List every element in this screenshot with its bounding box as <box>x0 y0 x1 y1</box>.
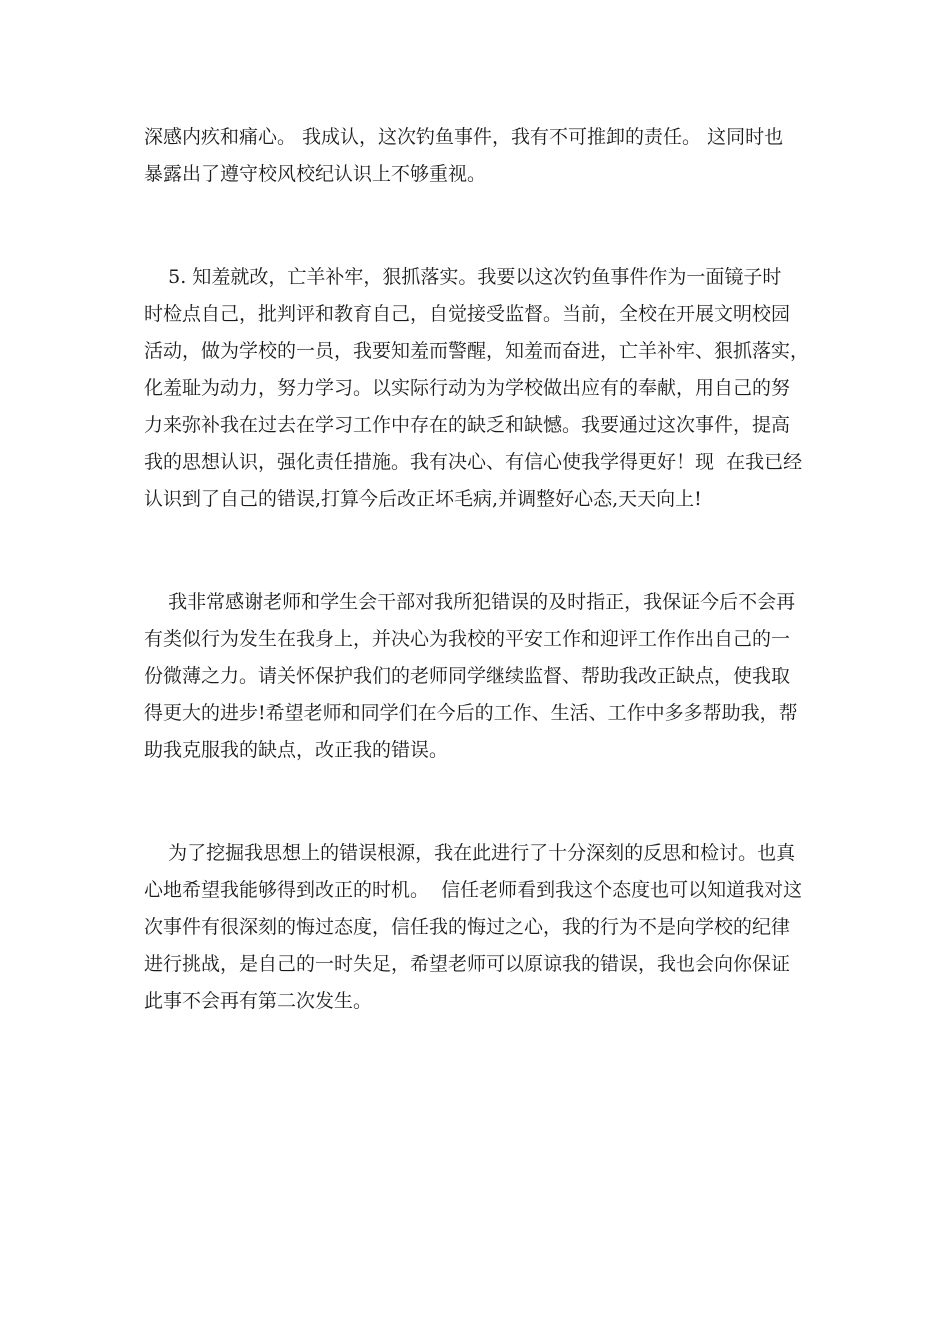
text-line: 深感内疚和痛心。 我成认，这次钓鱼事件，我有不可推卸的责任。 这同时也 <box>144 126 784 148</box>
text-line: 份微薄之力。请关怀保护我们的老师同学继续监督、帮助我改正缺点，使我取 <box>144 665 791 687</box>
text-line: 心地希望我能够得到改正的时机。 信任老师看到我这个态度也可以知道我对这 <box>144 879 803 901</box>
text-line: 认识到了自己的错误,打算今后改正坏毛病,并调整好心态,天天向上! <box>144 488 702 510</box>
text-line: 暴露出了遵守校风校纪认识上不够重视。 <box>144 163 487 185</box>
text-line: 时检点自己，批判评和教育自己，自觉接受监督。当前，全校在开展文明校园 <box>144 303 791 325</box>
text-line: 力来弥补我在过去在学习工作中存在的缺乏和缺憾。我要通过这次事件，提高 <box>144 414 791 436</box>
text-line: 5. 知羞就改，亡羊补牢，狠抓落实。我要以这次钓鱼事件作为一面镜子时 <box>144 266 782 288</box>
text-line: 为了挖掘我思想上的错误根源，我在此进行了十分深刻的反思和检讨。也真 <box>144 842 796 864</box>
text-line: 我非常感谢老师和学生会干部对我所犯错误的及时指正，我保证今后不会再 <box>144 591 796 613</box>
text-line: 次事件有很深刻的悔过态度，信任我的悔过之心，我的行为不是向学校的纪律 <box>144 916 791 938</box>
text-line: 得更大的进步!希望老师和同学们在今后的工作、生活、工作中多多帮助我，帮 <box>144 702 798 724</box>
text-line: 此事不会再有第二次发生。 <box>144 990 373 1012</box>
text-line: 活动，做为学校的一员，我要知羞而警醒，知羞而奋进，亡羊补牢、狠抓落实， <box>144 340 810 362</box>
paragraph-4 <box>144 835 812 1020</box>
text-line: 有类似行为发生在我身上，并决心为我校的平安工作和迎评工作作出自己的一 <box>144 628 791 650</box>
paragraph-1 <box>144 119 812 193</box>
text-line: 进行挑战，是自己的一时失足，希望老师可以原谅我的错误，我也会向你保证 <box>144 953 791 975</box>
paragraph-3 <box>144 584 812 769</box>
paragraph-2 <box>144 259 812 518</box>
text-line: 我的思想认识，强化责任措施。我有决心、有信心使我学得更好！现 在我已经 <box>144 451 803 473</box>
text-line: 化羞耻为动力，努力学习。以实际行动为为学校做出应有的奉献，用自己的努 <box>144 377 791 399</box>
text-line: 助我克服我的缺点，改正我的错误。 <box>144 739 449 761</box>
